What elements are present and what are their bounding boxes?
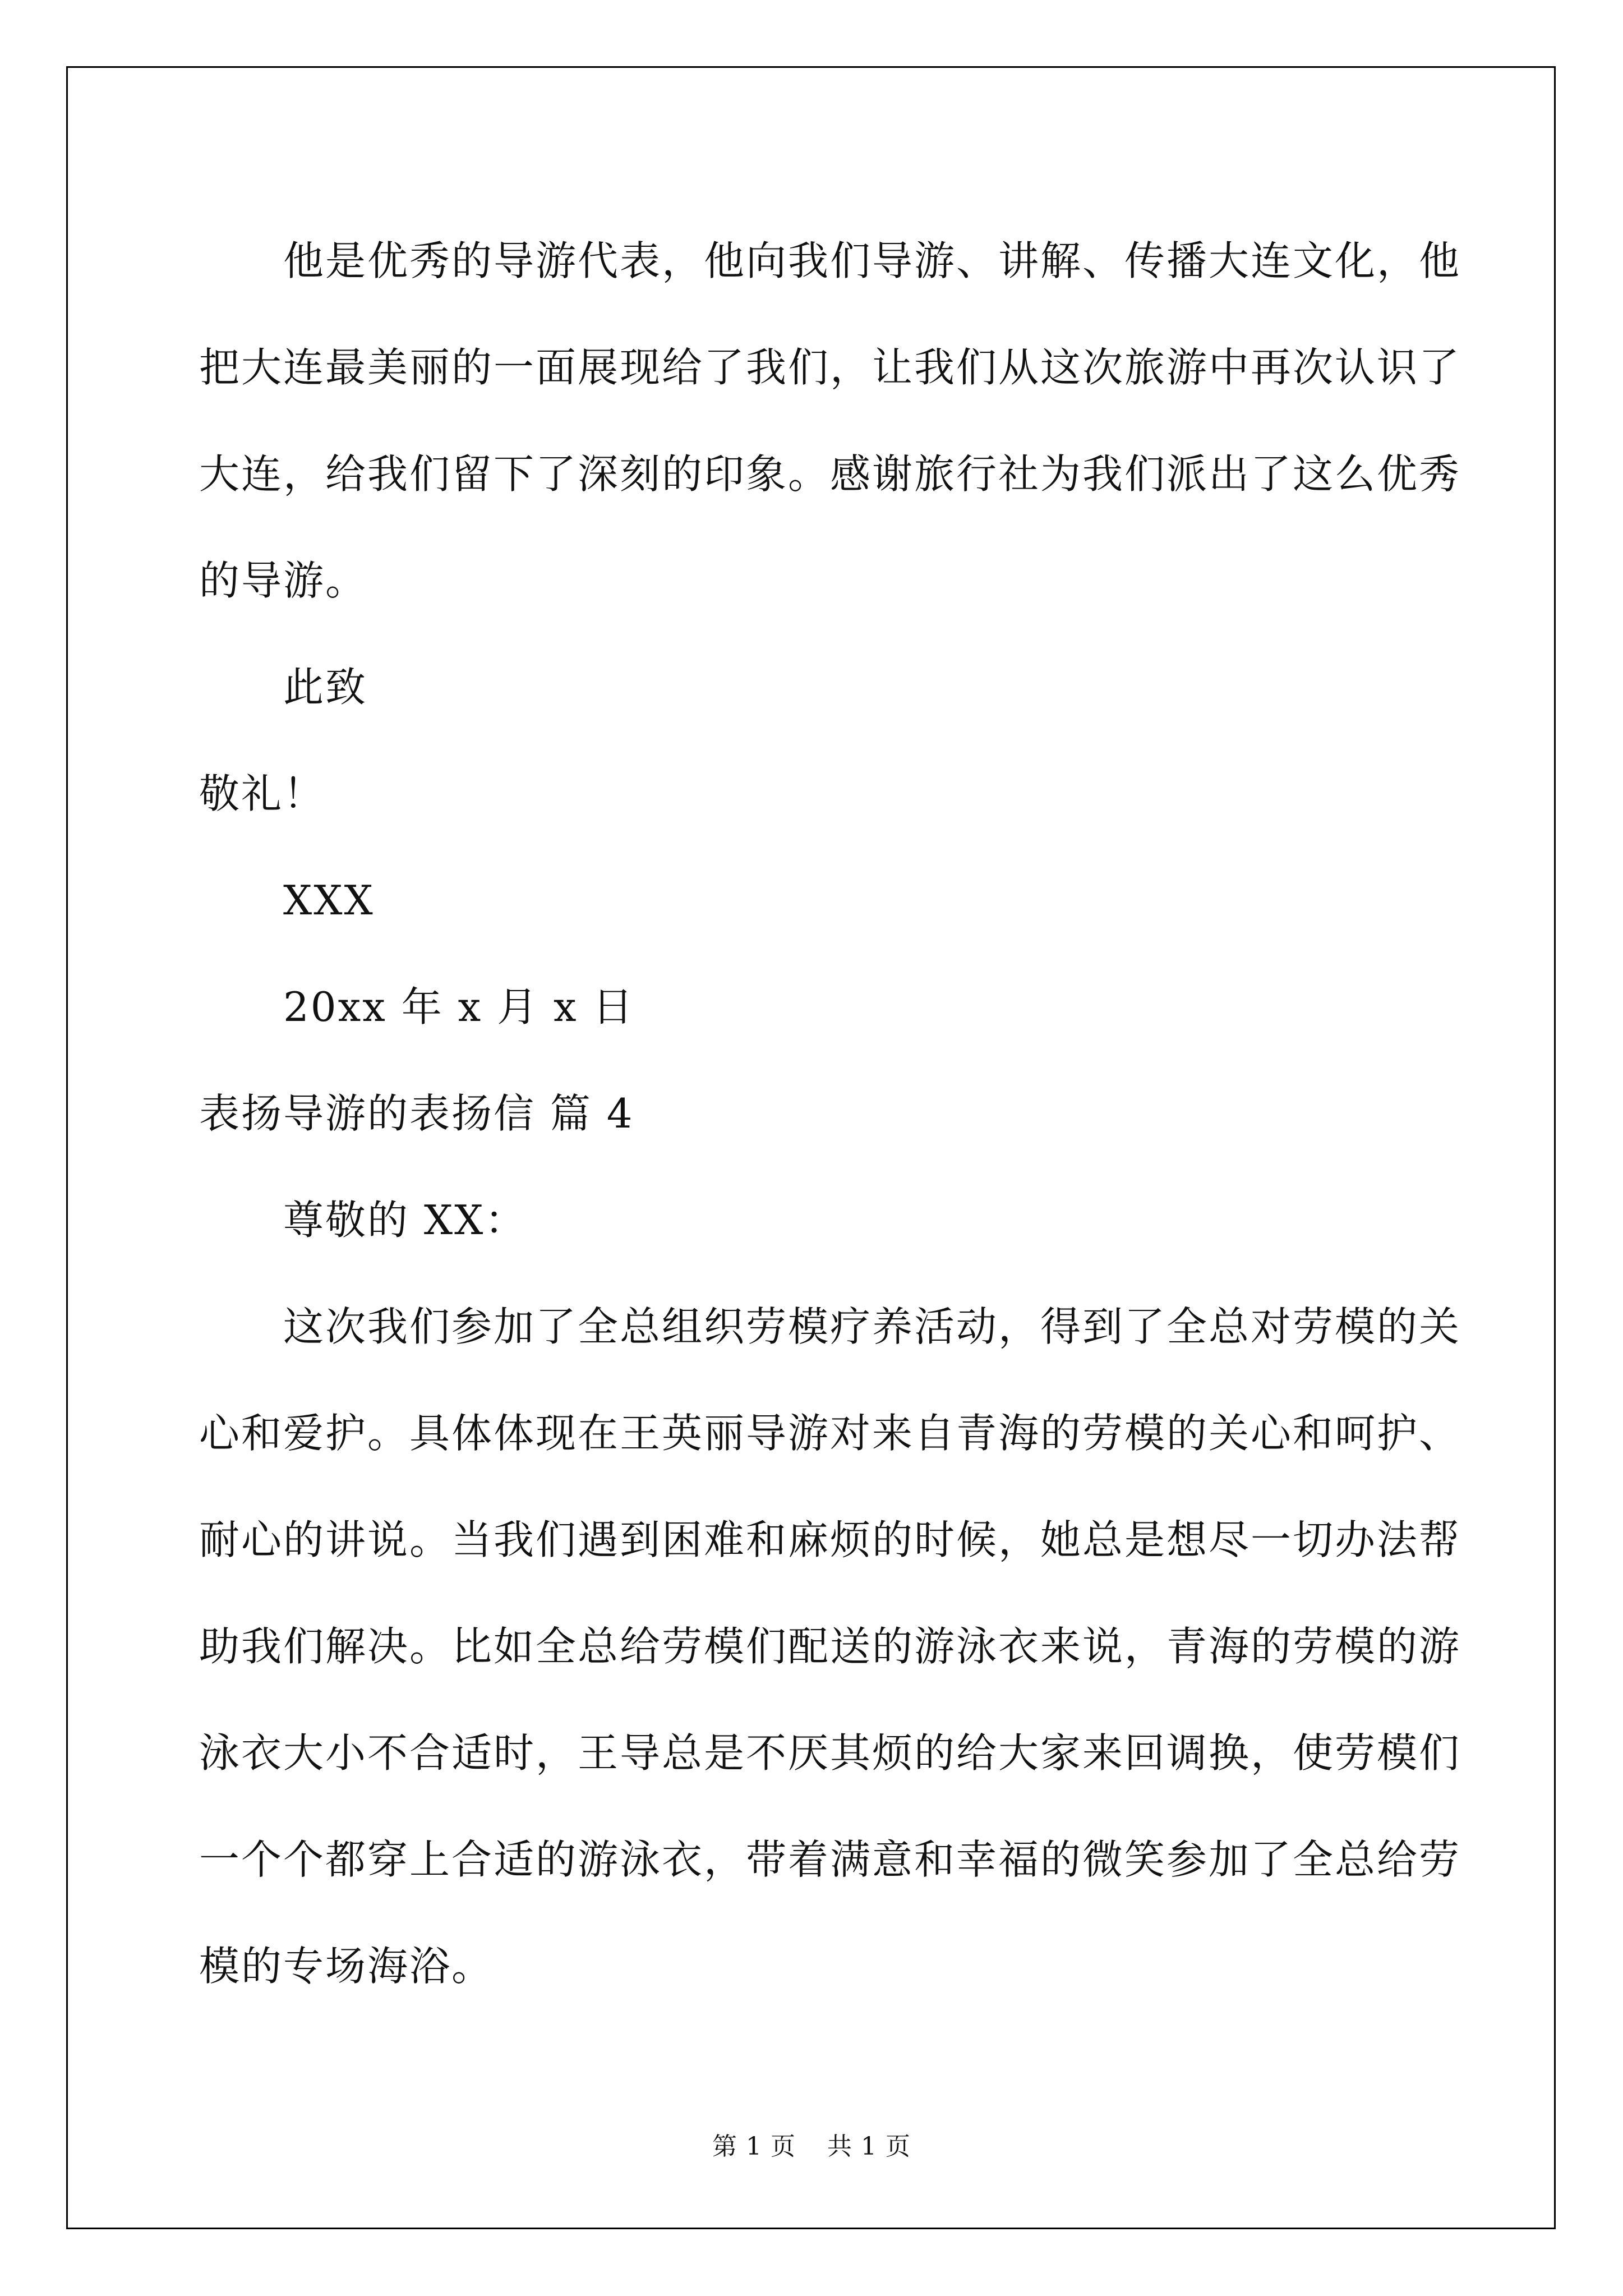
page-number-total: 共 1 页 (827, 2132, 911, 2161)
signature-date: 20xx 年 x 月 x 日 (283, 983, 635, 1030)
section-heading: 表扬导游的表扬信 篇 4 (199, 1090, 634, 1137)
closing-line: 此致 (283, 664, 368, 711)
paragraph-line: 模的专场海浴。 (199, 1943, 494, 1990)
paragraph-line: 大连，给我们留下了深刻的印象。感谢旅行社为我们派出了这么优秀 (199, 450, 1461, 498)
paragraph-line: 泳衣大小不合适时，王导总是不厌其烦的给大家来回调换，使劳模们 (199, 1729, 1461, 1777)
paragraph-line: 耐心的讲说。当我们遇到困难和麻烦的时候，她总是想尽一切办法帮 (199, 1516, 1461, 1563)
page-number-current: 第 1 页 (712, 2132, 796, 2161)
salutation-line: 敬礼！ (199, 770, 326, 817)
page-footer (0, 2126, 1623, 2162)
paragraph-line: 他是优秀的导游代表，他向我们导游、讲解、传播大连文化，他 (283, 237, 1461, 284)
signature-name: XXX (283, 877, 375, 924)
paragraph-line: 一个个都穿上合适的游泳衣，带着满意和幸福的微笑参加了全总给劳 (199, 1836, 1461, 1883)
paragraph-line: 的导游。 (199, 557, 368, 604)
paragraph-line: 心和爱护。具体体现在王英丽导游对来自青海的劳模的关心和呵护、 (199, 1410, 1461, 1457)
paragraph-line: 助我们解决。比如全总给劳模们配送的游泳衣来说，青海的劳模的游 (199, 1623, 1461, 1670)
greeting-line: 尊敬的 XX： (283, 1197, 527, 1244)
letter-body (199, 208, 1461, 2019)
paragraph-line: 把大连最美丽的一面展现给了我们，让我们从这次旅游中再次认识了 (199, 344, 1461, 391)
paragraph-line: 这次我们参加了全总组织劳模疗养活动，得到了全总对劳模的关 (283, 1303, 1461, 1350)
